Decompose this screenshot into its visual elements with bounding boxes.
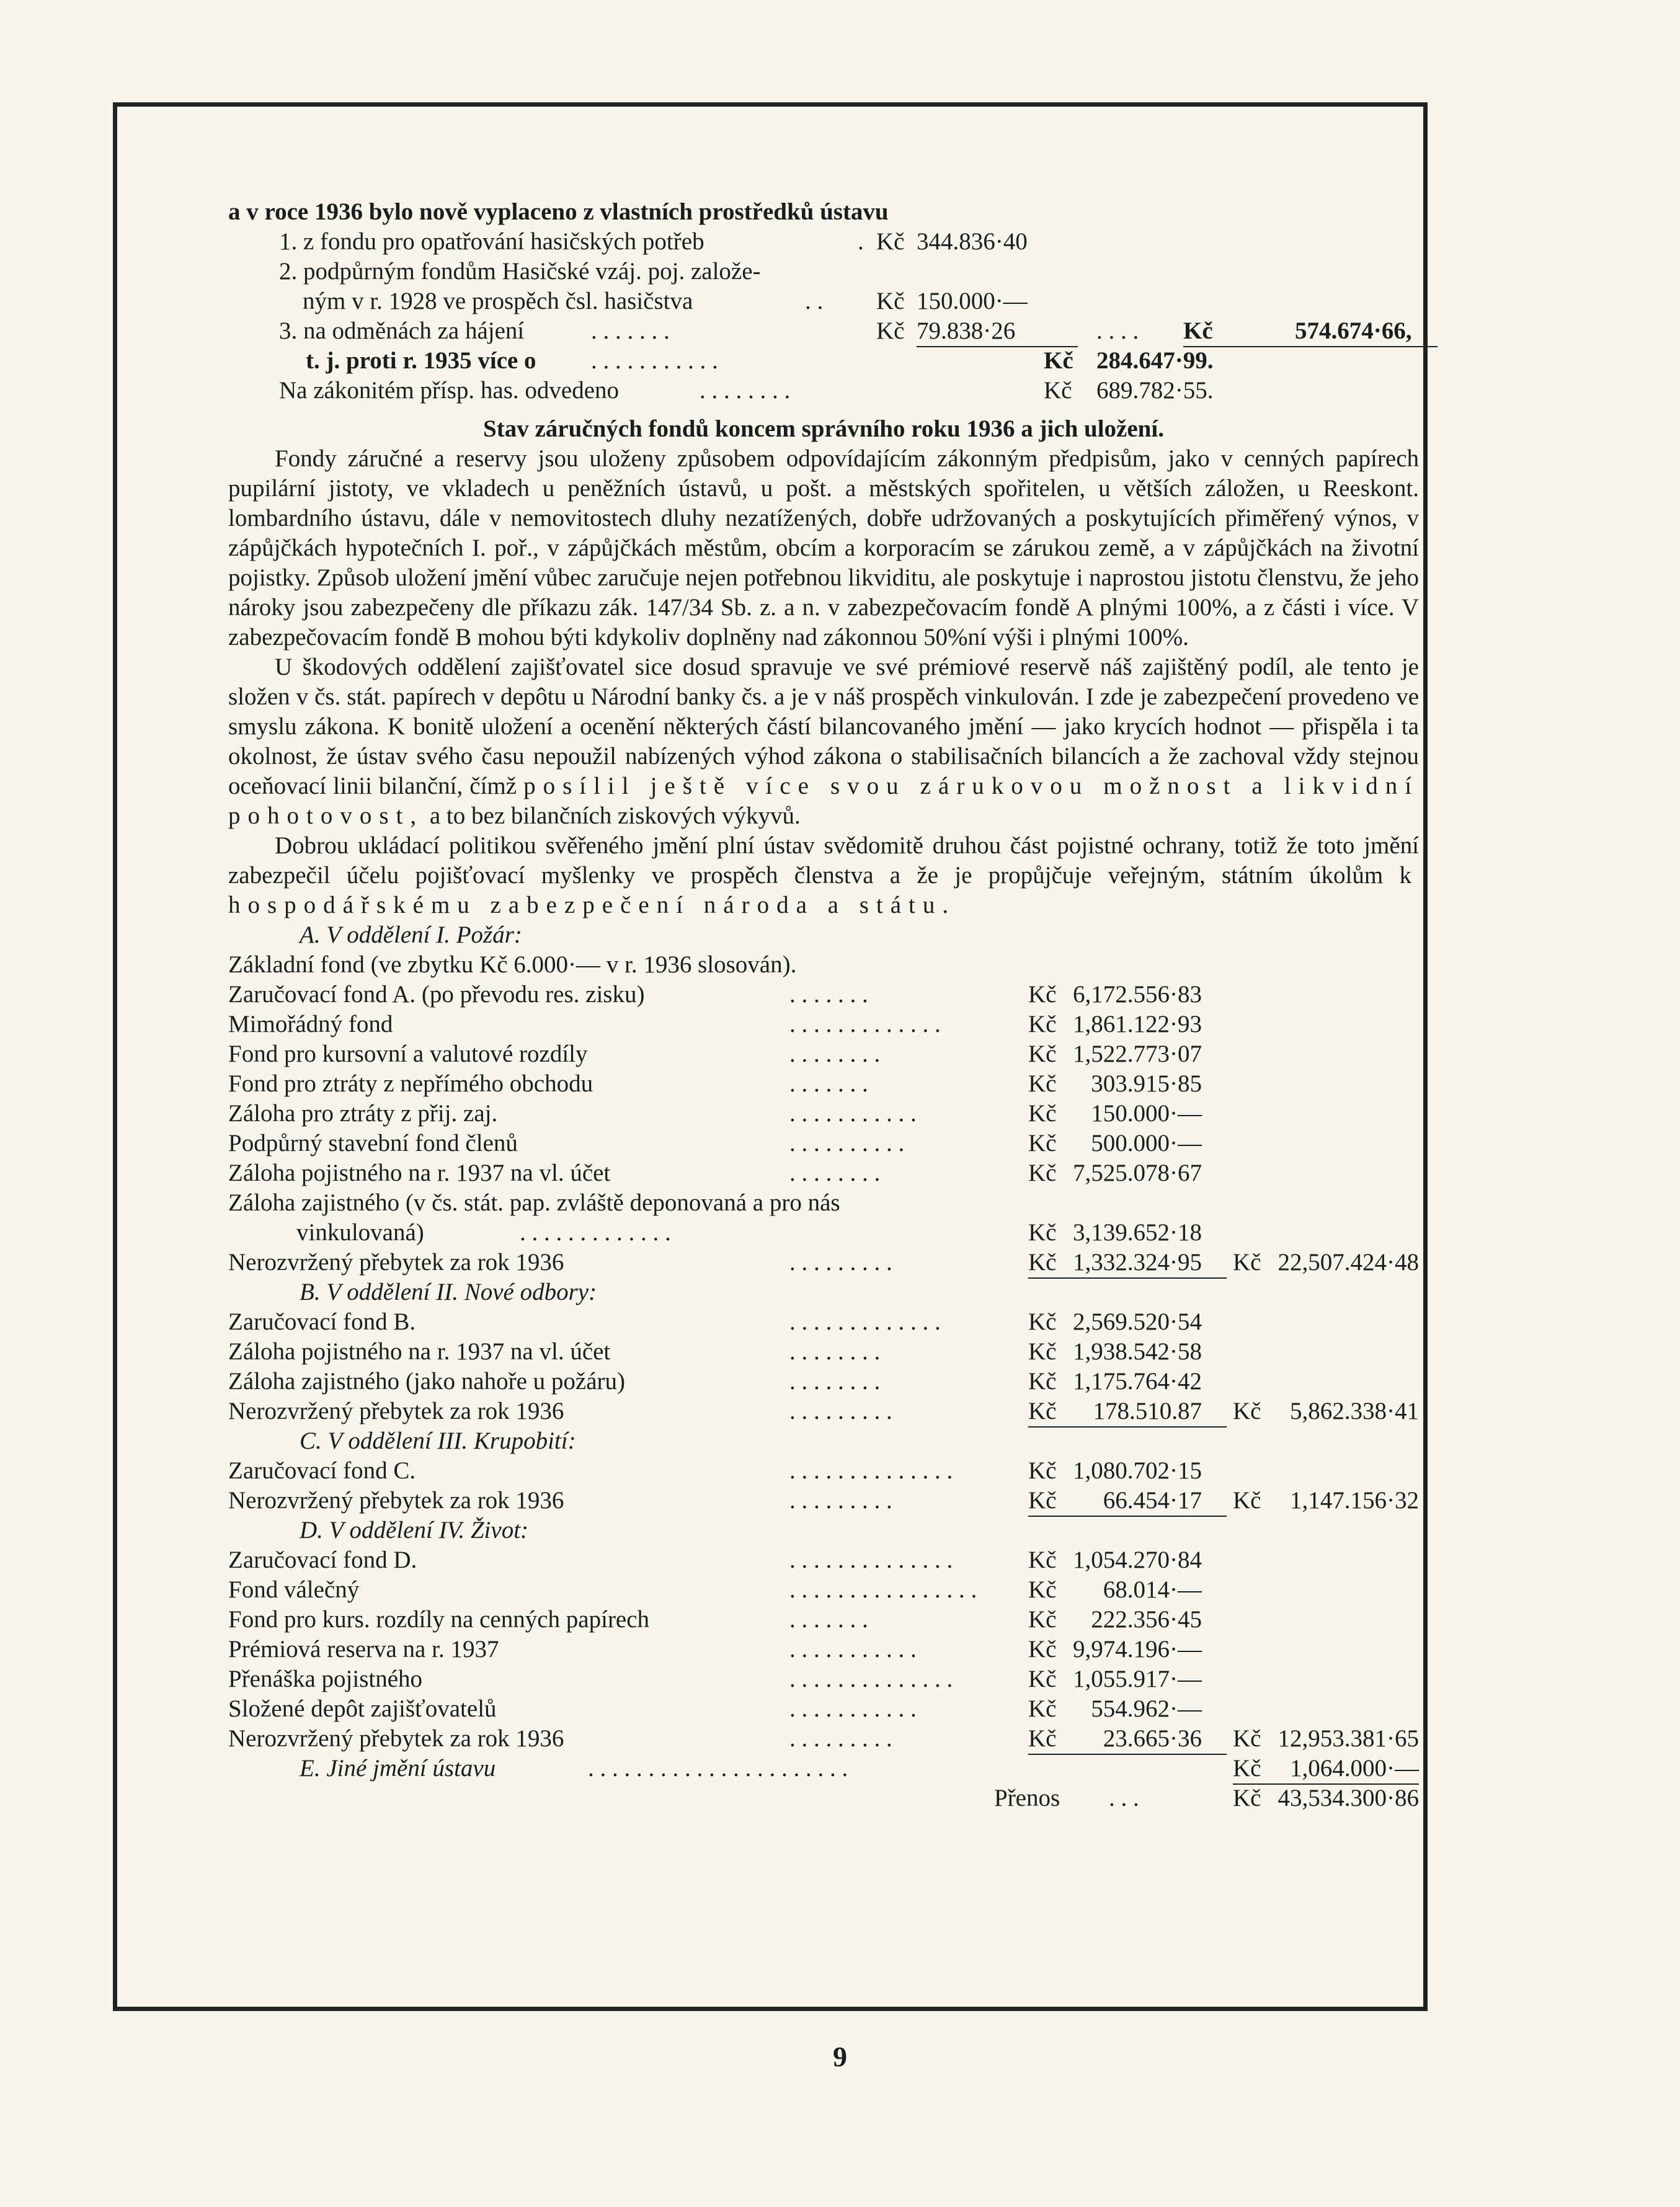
ledger-row: Zaručovací fond C. . . . . . . . . . . . . . . Kč 1,080.702·15 [228,1457,1202,1484]
ledger-row: Podpůrný stavební fond členů . . . . . . . . . . Kč 500.000·— [228,1130,1202,1157]
ledger-row: Prémiová reserva na r. 1937 . . . . . . . . . . . Kč 9,974.196·— [228,1636,1202,1663]
ledger-row: Záloha zajistného (jako nahoře u požáru) . . . . . . . . Kč 1,175.764·42 [228,1368,1202,1395]
ledger-row: Složené depôt zajišťovatelů . . . . . . . . . . . Kč 554.962·— [228,1695,1202,1722]
ledger-row: Fond válečný . . . . . . . . . . . . . . . . Kč 68.014·— [228,1576,1202,1603]
ledger-row: Nerozvržený přebytek za rok 1936 . . . . . . . . . Kč 23.665·36 Kč 12,953.381·65 [228,1724,1419,1754]
ledger-row: Zaručovací fond B. . . . . . . . . . . . . . Kč 2,569.520·54 [228,1308,1202,1335]
fund-ledger [228,920,1419,1813]
section-e-row: E. Jiné jmění ústavu . . . . . . . . . . . . . . . . . . . . . . Kč 1,064.000·— [228,1754,1419,1783]
paragraph-2: U škodových oddělení zajišťovatel sice dosud spravuje ve své prémiové reservě náš zajištěný podíl, ale tento je složen v čs. stát. papírech v depôtu u Národní banky čs. a je v náš prospěch vinkulován. I zde je zabezpečení provedeno ve smyslu zákona. K bonitě uložení a ocenění některých částí bilancovaného jmění — jako krycích hodnot — přispěla i ta okolnost, že ústav svého času nepoužil nabízených výhod zákona o stabilisačních bilancích a že zachoval vždy stejnou oceňovací linii bilanční, čímž posílil ještě více svou zárukovou možnost a likvidní pohotovost, a to bez bilančních ziskových výkyvů. [228,654,1420,829]
ledger-row: Fond pro kursovní a valutové rozdíly . . . . . . . . Kč 1,522.773·07 [228,1041,1202,1067]
ledger-row: Záloha pojistného na r. 1937 na vl. účet . . . . . . . . Kč 7,525.078·67 [228,1160,1202,1186]
ledger-row: Zaručovací fond A. (po převodu res. zisku) . . . . . . . Kč 6,172.556·83 [228,981,1202,1008]
payout-row-1: 1. z fondu pro opatřování hasičských potřeb . Kč 344.836·40 [279,228,1028,255]
ledger-row: Záloha zajistného (v čs. stát. pap. zvláště deponovaná a pro nás [228,1189,840,1216]
ledger-row: Fond pro kurs. rozdíly na cenných papírech . . . . . . . Kč 222.356·45 [228,1606,1202,1633]
document-body [228,197,1419,1813]
ledger-row: Zaručovací fond D. . . . . . . . . . . . . . . Kč 1,054.270·84 [228,1547,1202,1573]
ledger-row: Nerozvržený přebytek za rok 1936 . . . . . . . . . Kč 1,332.324·95 Kč 22,507.424·48 [228,1248,1419,1277]
ledger-row: Záloha pojistného na r. 1937 na vl. účet . . . . . . . . Kč 1,938.542·58 [228,1338,1202,1365]
comparison-row: t. j. proti r. 1935 více o . . . . . . . . . . . Kč 284.647·99. [306,347,1214,374]
payout-row-2b: ným v r. 1928 ve prospěch čsl. hasičstva . . Kč 150.000·— [303,288,1028,314]
ledger-row: vinkulovaná) . . . . . . . . . . . . . Kč 3,139.652·18 [296,1219,1202,1246]
section-title: A. V oddělení I. Požár: [300,921,522,948]
section-title: B. V oddělení II. Nové odbory: [300,1279,597,1305]
ledger-row: Přenáška pojistného . . . . . . . . . . . . . . Kč 1,055.917·— [228,1666,1202,1692]
ledger-row: Fond pro ztráty z nepřímého obchodu . . . . . . . Kč 303.915·85 [228,1070,1202,1097]
ledger-row: Nerozvržený přebytek za rok 1936 . . . . . . . . . Kč 178.510.87 Kč 5,862.338·41 [228,1397,1419,1426]
section-title: D. V oddělení IV. Život: [300,1517,529,1543]
ledger-row: Nerozvržený přebytek za rok 1936 . . . . . . . . . Kč 66.454·17 Kč 1,147.156·32 [228,1486,1419,1516]
ledger-row: Záloha pro ztráty z přij. zaj. . . . . . . . . . . . Kč 150.000·— [228,1100,1202,1127]
heading-payouts: a v roce 1936 bylo nově vyplaceno z vlastních prostředků ústavu [228,198,889,225]
deducted-row: Na zákonitém přísp. has. odvedeno . . . . . . . . Kč 689.782·55. [279,377,1214,404]
ledger-row: Mimořádný fond . . . . . . . . . . . . . Kč 1,861.122·93 [228,1011,1202,1037]
text-paragraphs [228,444,1419,920]
page-number: 9 [833,2041,847,2072]
heading-funds: Stav záručných fondů koncem správního roku 1936 a jich uložení. [483,415,1164,442]
payout-row-3: 3. na odměnách za hájení . . . . . . . Kč 79.838·26 . . . . Kč 574.674·66, [228,316,1419,346]
section-intro: Základní fond (ve zbytku Kč 6.000·— v r. 1936 slosován). [228,951,797,978]
payout-row-2: 2. podpůrným fondům Hasičské vzáj. poj. založe- [279,258,761,285]
transfer-row: Přenos . . . Kč 43,534.300·86 [994,1785,1419,1811]
section-title: C. V oddělení III. Krupobití: [300,1428,576,1454]
paragraph-3: Dobrou ukládací politikou svěřeného jmění plní ústav svědomitě druhou část pojistné ochrany, totiž že toto jmění zabezpečil účelu pojišťovací myšlenky ve prospěch členstva a že je propůjčuje veřejným, státním úkolům k hospodářskému zabezpečení národa a státu. [228,832,1419,918]
paragraph-1: Fondy záručné a reservy jsou uloženy způsobem odpovídajícím zákonným předpisům, jako v cenných papírech pupilární jistoty, ve vkladech u peněžních ústavů, u pošt. a městských spořitelen, u větších záložen, u Reeskont. lombardního ústavu, dále v nemovitostech dluhy nezatížených, dobře udržovaných a poskytujících přiměřený výnos, v zápůjčkách hypotečních I. poř., v zápůjčkách městům, obcím a korporacím se zárukou země, a v zápůjčkách na životní pojistky. Způsob uložení jmění vůbec zaručuje nejen potřebnou likviditu, ale poskytuje i naprostou jistotu členstvu, že jeho nároky jsou zabezpečeny dle příkazu zák. 147/34 Sb. z. a n. v zabezpečovacím fondě A plnými 100%, a z části i více. V zabezpečovacím fondě B mohou býti kdykoliv doplněny nad zákonnou 50%ní výši i plnými 100%. [228,445,1419,651]
